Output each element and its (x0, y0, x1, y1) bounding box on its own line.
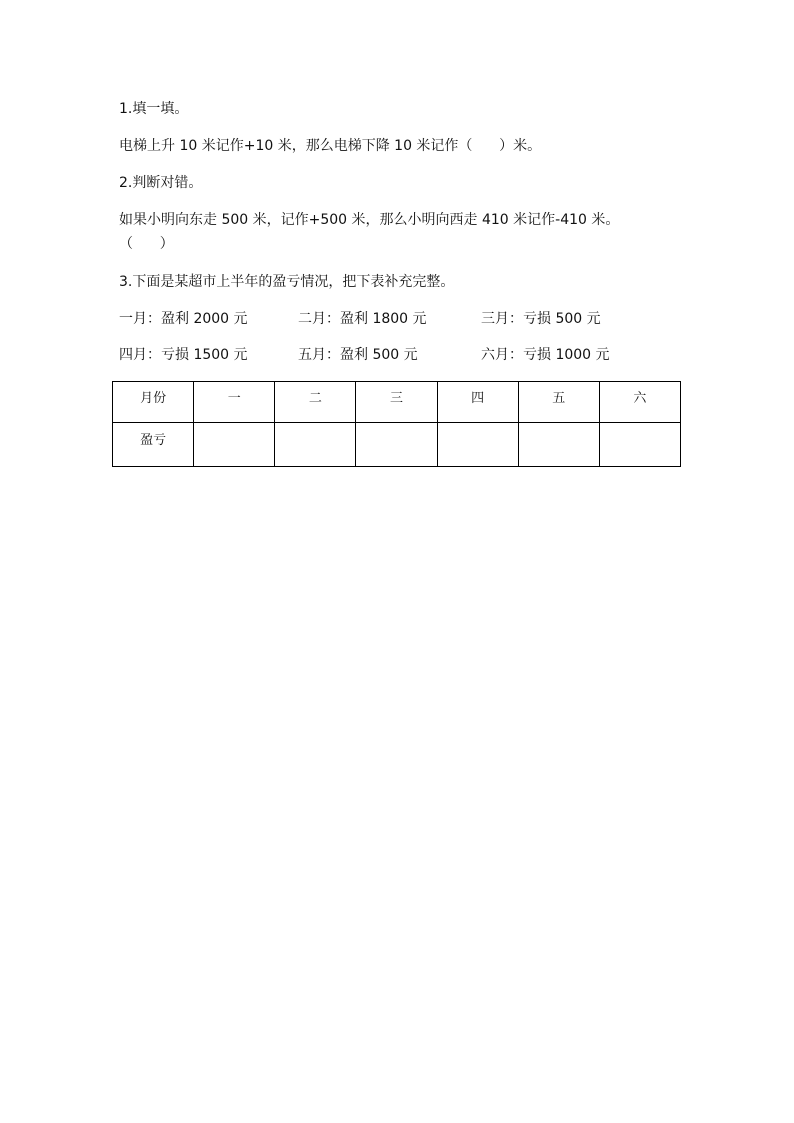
header-cell-5: 五 (518, 382, 599, 423)
question-1-text: 电梯上升 10 米记作+10 米，那么电梯下降 10 米记作（ ）米。 (119, 138, 542, 154)
question-3-heading: 3.下面是某超市上半年的盈亏情况，把下表补充完整。 (119, 274, 455, 290)
header-cell-1: 一 (194, 382, 275, 423)
question-2-text: 如果小明向东走 500 米，记作+500 米，那么小明向西走 410 米记作-410 米。 (119, 212, 620, 228)
month-info-mar: 三月：亏损 500 元 (481, 311, 601, 327)
table-value-row (113, 423, 681, 467)
month-info-jun: 六月：亏损 1000 元 (481, 347, 610, 363)
row-label-profit-loss: 盈亏 (113, 423, 194, 467)
header-cell-3: 三 (356, 382, 437, 423)
answer-cell-1[interactable] (194, 423, 275, 467)
header-cell-6: 六 (599, 382, 680, 423)
profit-loss-table (112, 381, 681, 467)
table-header-row (113, 382, 681, 423)
header-cell-month-label: 月份 (113, 382, 194, 423)
header-cell-4: 四 (437, 382, 518, 423)
month-info-apr: 四月：亏损 1500 元 (119, 347, 248, 363)
answer-cell-4[interactable] (437, 423, 518, 467)
answer-cell-2[interactable] (275, 423, 356, 467)
question-2-answer-parentheses: （ ） (119, 236, 174, 252)
answer-cell-6[interactable] (599, 423, 680, 467)
question-1-heading: 1.填一填。 (119, 101, 189, 117)
month-info-may: 五月：盈利 500 元 (298, 347, 418, 363)
header-cell-2: 二 (275, 382, 356, 423)
answer-cell-5[interactable] (518, 423, 599, 467)
month-info-feb: 二月：盈利 1800 元 (298, 311, 427, 327)
answer-cell-3[interactable] (356, 423, 437, 467)
month-info-jan: 一月：盈利 2000 元 (119, 311, 248, 327)
question-2-heading: 2.判断对错。 (119, 175, 203, 191)
